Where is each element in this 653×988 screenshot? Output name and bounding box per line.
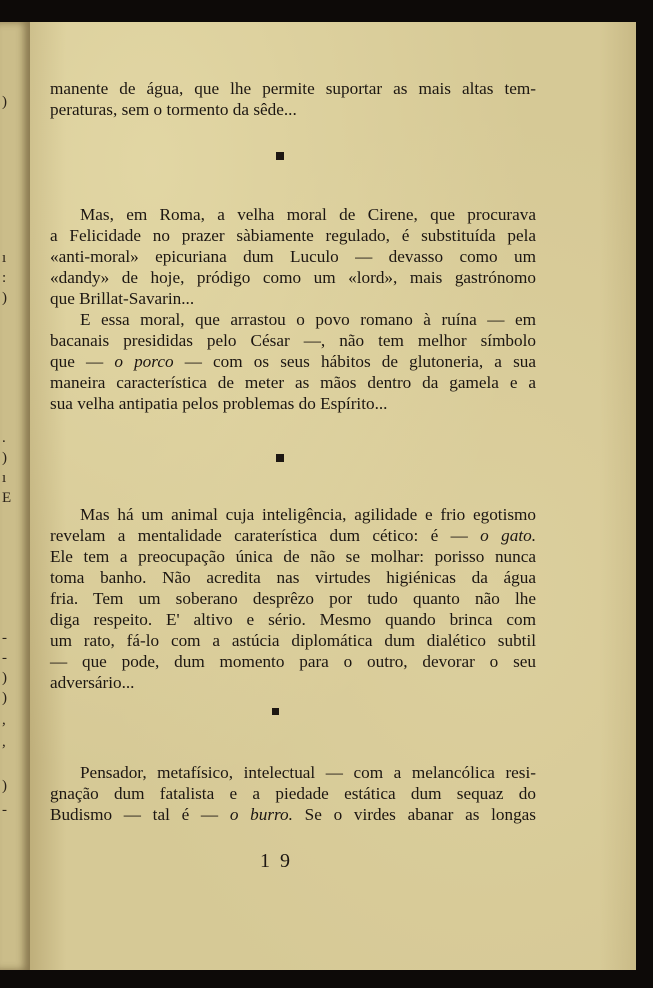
margin-mark: - (2, 630, 7, 646)
text-line: que Brillat-Savarin... (50, 289, 195, 308)
margin-mark: : (2, 270, 7, 286)
emphasis-burro: o burro. (229, 805, 293, 824)
book-page (30, 22, 636, 970)
margin-mark: , (2, 712, 6, 728)
margin-mark: - (2, 650, 7, 666)
text-line: um rato, fá-lo com a astúcia diplomática dum dialético subtil (50, 631, 536, 650)
margin-mark: ı (2, 250, 7, 266)
section-separator (276, 152, 284, 160)
text-line: adversário... (50, 673, 135, 692)
text-line: Mas há um animal cuja inteligência, agilidade e frio egotismo (80, 505, 536, 524)
margin-mark: ) (2, 690, 7, 706)
text-line: revelam a mentalidade caraterística dum cético: é — o gato. (50, 526, 536, 545)
text-line: bacanais presididas pelo César —, não tem melhor símbolo (50, 331, 536, 350)
emphasis-gato: o gato. (480, 526, 536, 545)
text-line: E essa moral, que arrastou o povo romano à ruína — em (80, 310, 536, 329)
text-line: «anti-moral» epicuriana dum Luculo — devasso como um (50, 247, 536, 266)
margin-mark: ) (2, 670, 7, 686)
margin-mark: ı (2, 470, 7, 486)
margin-mark: - (2, 802, 7, 818)
margin-mark: E (2, 490, 12, 506)
text-line: Mas, em Roma, a velha moral de Cirene, que procurava (80, 205, 536, 224)
margin-mark: ) (2, 778, 7, 794)
text-line: — que pode, dum momento para o outro, devorar o seu (50, 652, 536, 671)
text-line: fria. Tem um soberano desprêzo por tudo quanto não lhe (50, 589, 536, 608)
text-line: diga respeito. E' altivo e sério. Mesmo quando brinca com (50, 610, 536, 629)
margin-mark: ) (2, 450, 7, 466)
text-line: sua velha antipatia pelos problemas do Espírito... (50, 394, 388, 413)
page-number: 19 (260, 850, 300, 872)
paragraph-cat (50, 504, 536, 693)
margin-mark: ) (2, 290, 7, 306)
section-separator (272, 708, 279, 715)
margin-mark: ) (2, 94, 7, 110)
text-line: Pensador, metafísico, intelectual — com a melancólica resi- (80, 763, 536, 782)
section-separator (276, 454, 284, 462)
text-line: que — o porco — com os seus hábitos de glutoneria, a sua (50, 352, 536, 371)
text-line: maneira característica de meter as mãos dentro da gamela e a (50, 373, 536, 392)
text-line: Ele tem a preocupação única de não se molhar: porisso nunca (50, 547, 536, 566)
emphasis-porco: o porco (114, 352, 174, 371)
text-line: peraturas, sem o tormento da sêde... (50, 100, 297, 119)
paragraph-donkey (50, 762, 536, 825)
margin-mark: . (2, 430, 6, 446)
previous-page-edge (0, 22, 30, 970)
previous-page-margin-text (0, 22, 12, 970)
paragraph-rome (50, 204, 536, 414)
text-line: manente de água, que lhe permite suportar as mais altas tem- (50, 79, 536, 98)
paragraph-water (50, 78, 536, 120)
text-line: «dandy» de hoje, pródigo como um «lord», mais gastrónomo (50, 268, 536, 287)
text-line: a Felicidade no prazer sàbiamente regulado, é substituída pela (50, 226, 536, 245)
text-line: toma banho. Não acredita nas virtudes higiénicas da água (50, 568, 536, 587)
margin-mark: , (2, 734, 6, 750)
text-line: Budismo — tal é — o burro. Se o virdes abanar as longas (50, 805, 536, 824)
text-line: gnação dum fatalista e a piedade estática dum sequaz do (50, 784, 536, 803)
